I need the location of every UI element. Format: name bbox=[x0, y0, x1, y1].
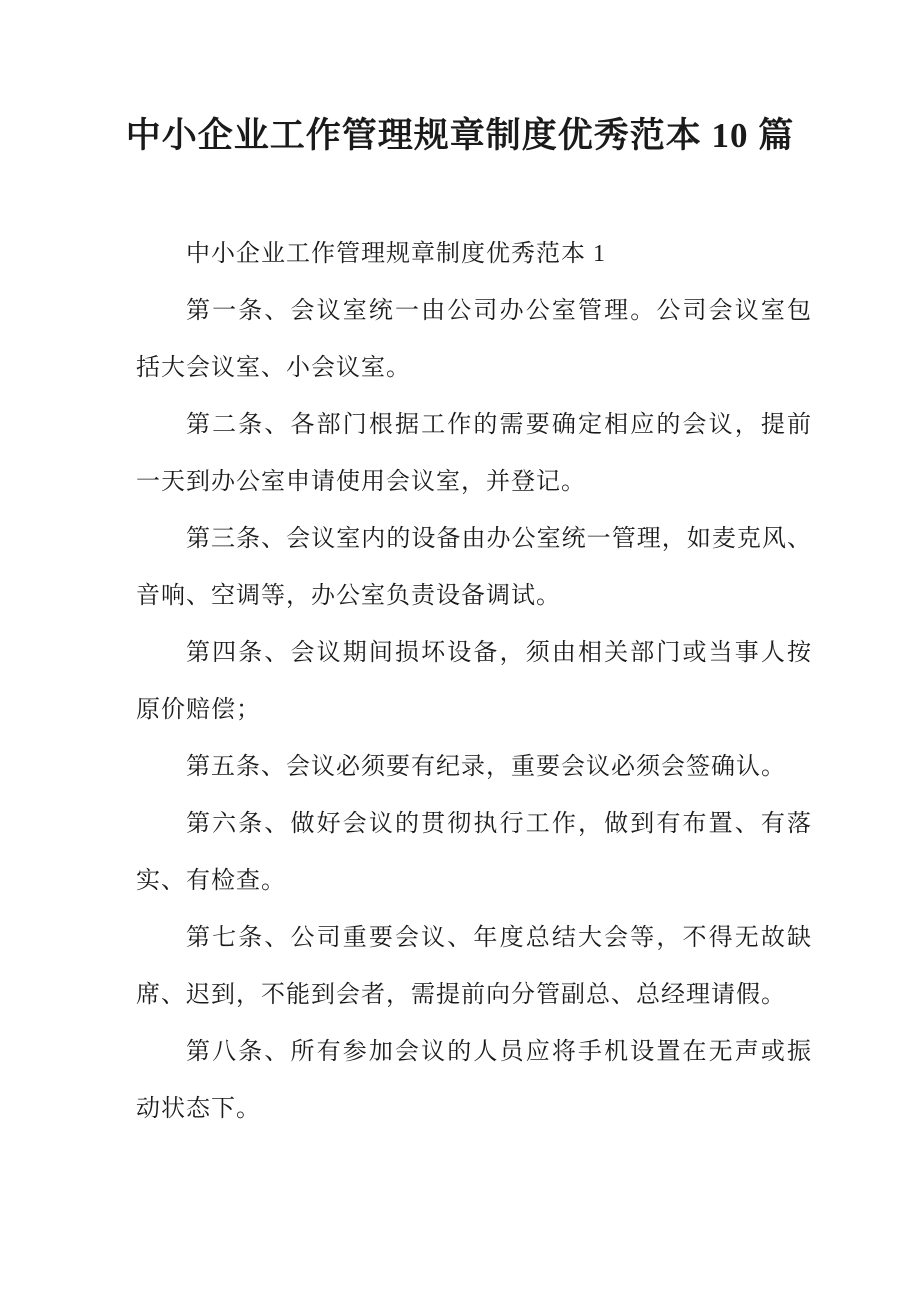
paragraph bbox=[136, 625, 812, 739]
paragraph-line: 中小企业工作管理规章制度优秀范本 1 bbox=[186, 241, 606, 267]
paragraph bbox=[136, 397, 812, 511]
paragraph-line: 第三条、会议室内的设备由办公室统一管理，如麦克风、 bbox=[186, 526, 812, 552]
paragraph bbox=[136, 1024, 812, 1138]
paragraph bbox=[136, 511, 812, 625]
paragraph-line: 第八条、所有参加会议的人员应将手机设置在无声或振 bbox=[186, 1039, 812, 1065]
paragraph-line: 实、有检查。 bbox=[136, 868, 286, 894]
paragraph-line: 一天到办公室申请使用会议室，并登记。 bbox=[136, 469, 586, 495]
paragraph-line: 席、迟到，不能到会者，需提前向分管副总、总经理请假。 bbox=[136, 982, 786, 1008]
paragraph-line: 第一条、会议室统一由公司办公室管理。公司会议室包 bbox=[186, 298, 812, 324]
paragraph-line: 音响、空调等，办公室负责设备调试。 bbox=[136, 583, 561, 609]
paragraph-line: 第七条、公司重要会议、年度总结大会等，不得无故缺 bbox=[186, 925, 812, 951]
paragraph-line: 动状态下。 bbox=[136, 1096, 261, 1122]
paragraph bbox=[136, 796, 812, 910]
paragraph-line: 第六条、做好会议的贯彻执行工作，做到有布置、有落 bbox=[186, 811, 812, 837]
paragraph-line: 原价赔偿； bbox=[136, 697, 261, 723]
paragraph-line: 第四条、会议期间损坏设备，须由相关部门或当事人按 bbox=[186, 640, 812, 666]
paragraph bbox=[136, 283, 812, 397]
document-title: 中小企业工作管理规章制度优秀范本 10 篇 bbox=[125, 116, 795, 155]
paragraph bbox=[136, 739, 812, 796]
paragraph bbox=[136, 226, 812, 283]
paragraph bbox=[136, 910, 812, 1024]
paragraph-line: 括大会议室、小会议室。 bbox=[136, 355, 411, 381]
document-body bbox=[136, 168, 812, 1138]
paragraph-line: 第五条、会议必须要有纪录，重要会议必须会签确认。 bbox=[186, 754, 786, 780]
paragraph-line: 第二条、各部门根据工作的需要确定相应的会议，提前 bbox=[186, 412, 812, 438]
